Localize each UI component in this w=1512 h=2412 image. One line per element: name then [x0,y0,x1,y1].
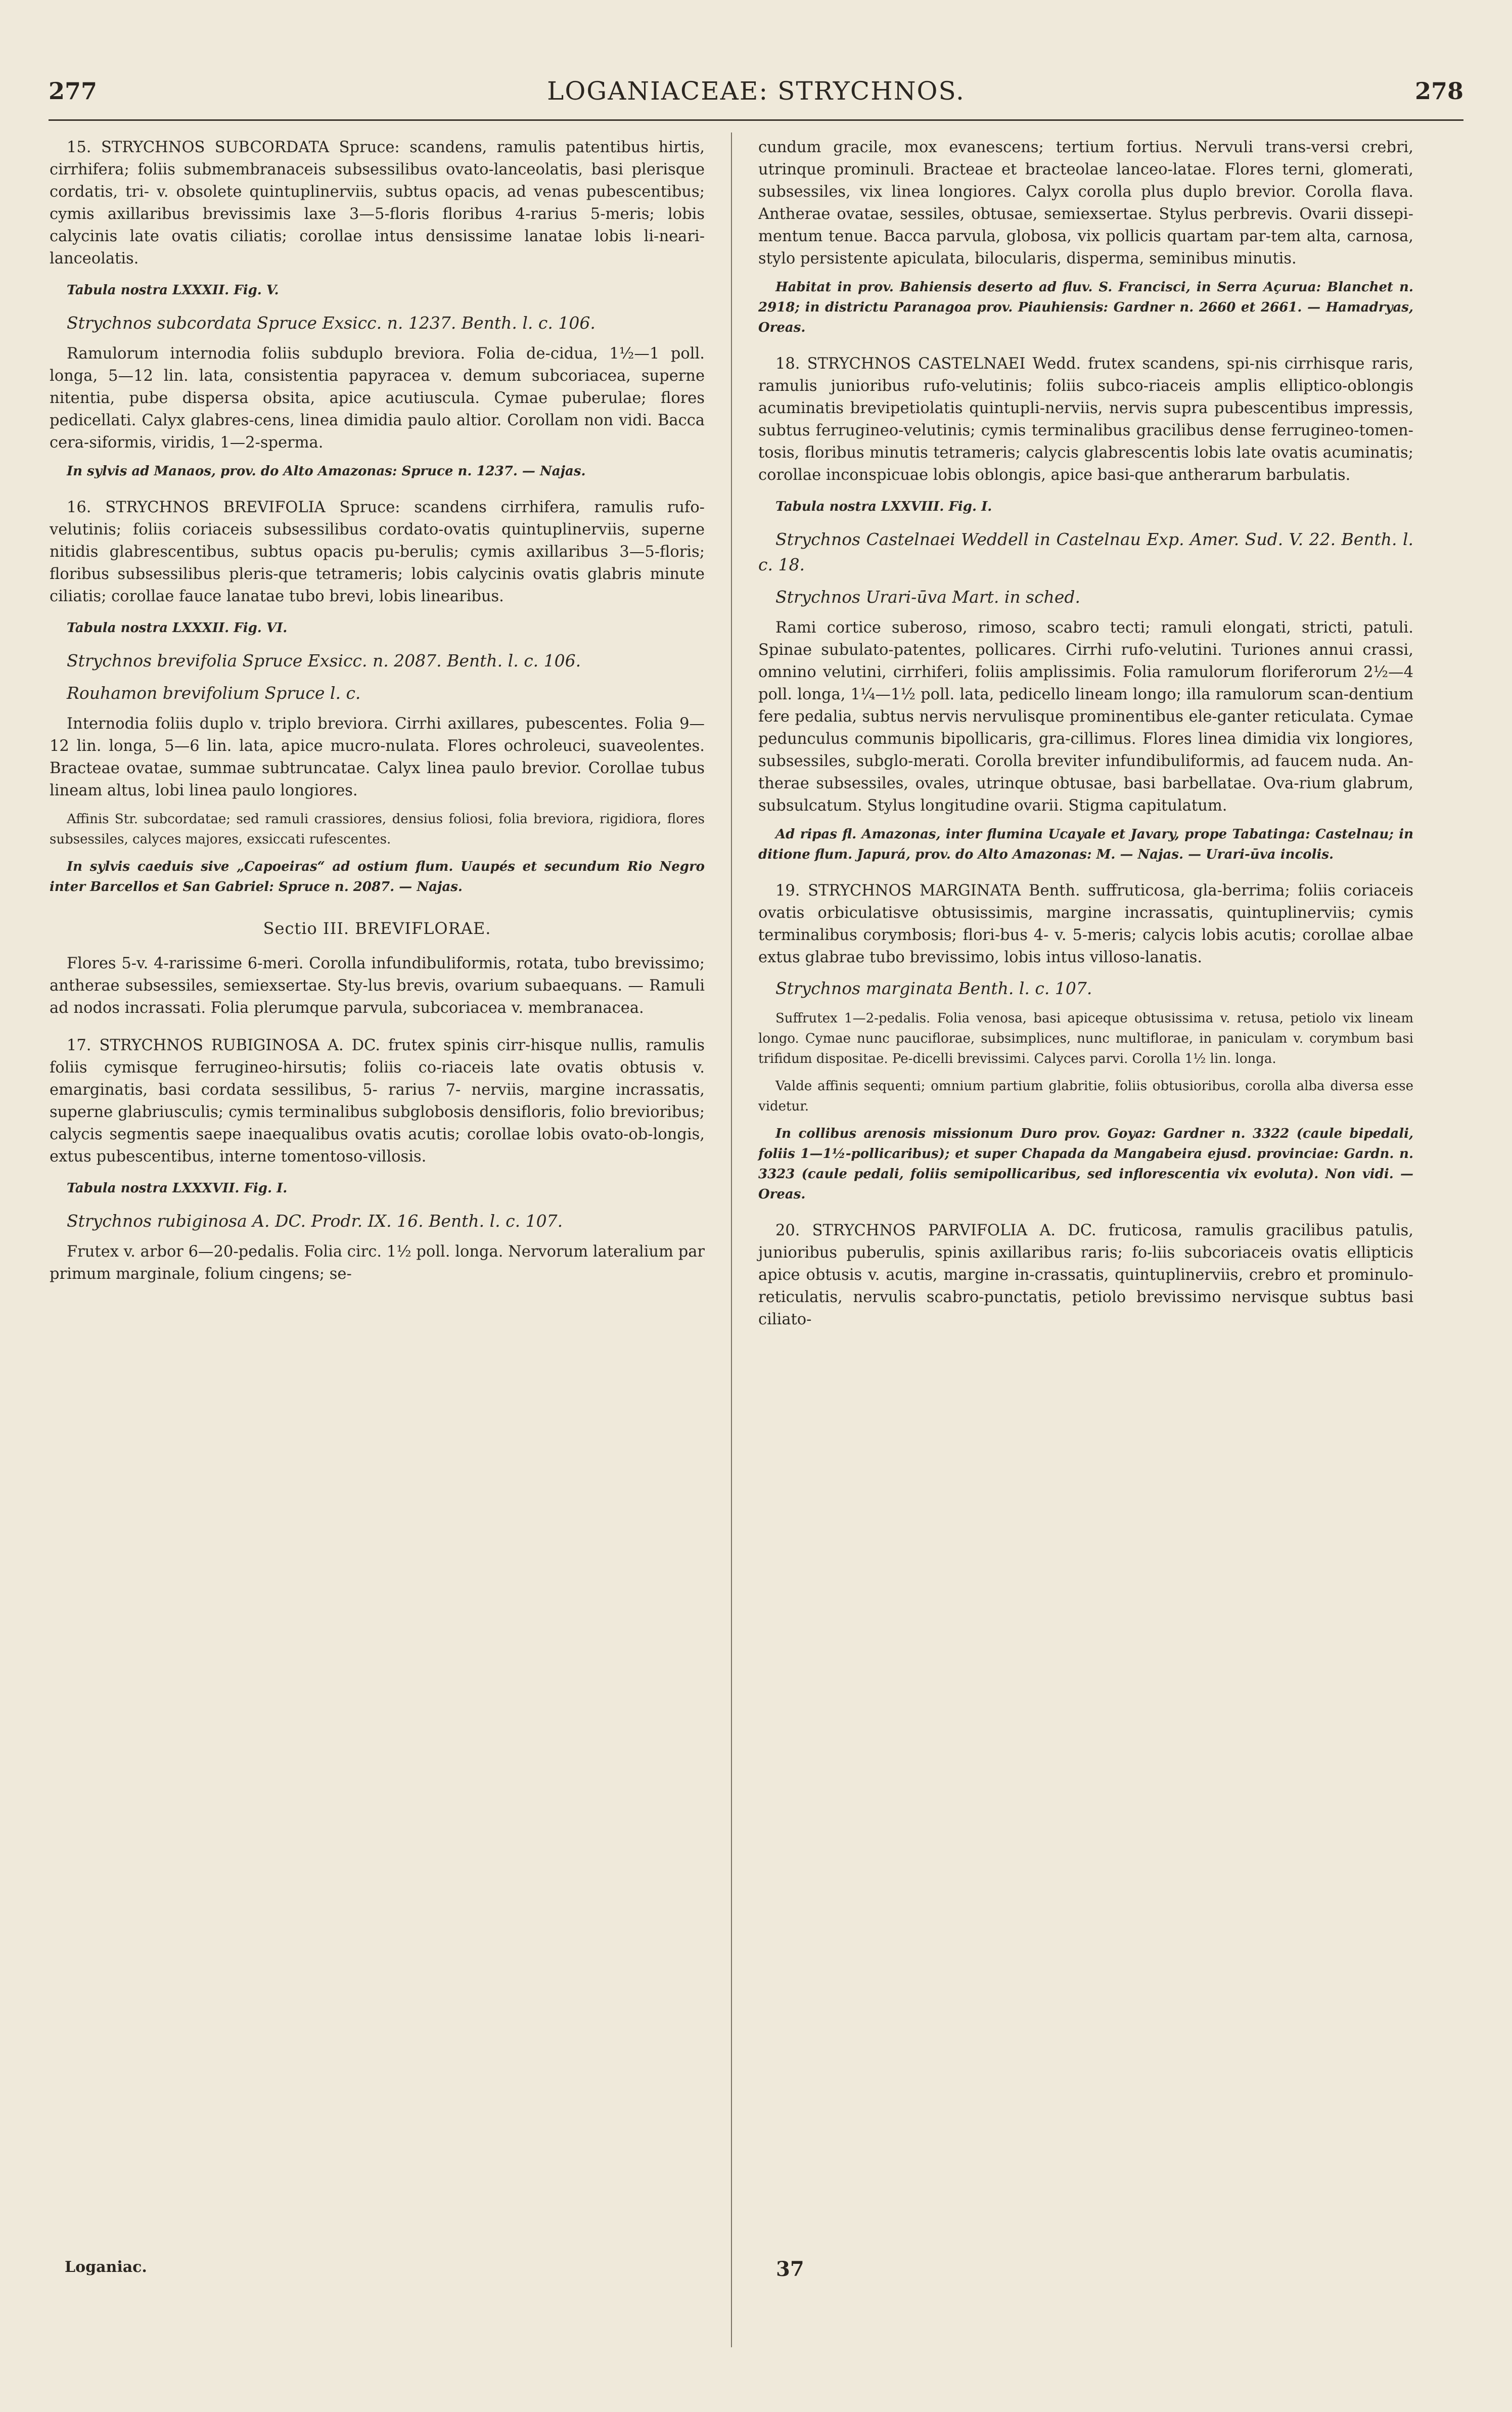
species-18-habitat: Ad ripas fl. Amazonas, inter flumina Ucayale et Javary, prope Tabatinga: Castelnau; in ditione flum. Japurá, prov. do Alto Amazonas: M. — Najas. — Urari-ūva incolis. [758,827,1413,862]
left-column [50,137,705,1292]
species-16-note: Affinis Str. subcordatae; sed ramuli crassiores, densius foliosi, folia breviora, rigidiora, flores subsessiles, calyces majores, exsiccati rufescentes. [50,812,705,847]
right-column [758,137,1413,1338]
column-divider [731,132,732,2347]
species-16-description: Internodia foliis duplo v. triplo breviora. Cirrhi axillares, pubescentes. Folia 9—12 lin. longa, 5—6 lin. lata, apice mucro-nulata. Flores ochroleuci, suaveolentes. Bracteae ovatae, summae subtruncatae. Calyx linea paulo brevior. Corollae tubus lineam altus, lobi linea paulo longiores. [50,715,705,799]
species-18-diagnosis-text: frutex scandens, spi-nis cirrhisque raris, ramulis junioribus rufo-velutinis; foliis subco-riaceis amplis elliptico-oblongis acuminatis brevipetiolatis quintupli-nerviis, nervis supra pubescentibus impressis, subtus ferrugineo-velutinis; cymis terminalibus gracilibus dense ferrugineo-tomen-tosis, floribus minutis tetrameris; calycis glabrescentis lobis late ovatis acuminatis; corollae inconspicuae lobis oblongis, apice basi-que antherarum barbulatis. [758,355,1413,484]
header-rule [49,119,1463,121]
species-15-diagnosis [50,137,705,270]
species-17-diagnosis-text: frutex spinis cirr-hisque nullis, ramulis foliis cymisque ferrugineo-hirsutis; foliis co-riaceis late ovatis obtusis v. emarginatis, basi cordata sessilibus, 5- rarius 7- nerviis, margine incrassatis, superne glabriusculis; cymis terminalibus subglobosis densifloris, folio brevioribus; calycis segmentis saepe inaequalibus ovatis acutis; corollae lobis ovato-ob-longis, extus pubescentibus, interne tomentoso-villosis. [50,1037,705,1166]
species-15-synonym: Strychnos subcordata Spruce Exsicc. n. 1237. Benth. l. c. 106. [67,313,595,333]
signature-mark: Loganiac. [65,2258,147,2276]
species-16-synonym-2: Rouhamon brevifolium Spruce l. c. [67,683,361,703]
species-17-diagnosis [50,1035,705,1168]
species-16-heading: 16. STRYCHNOS BREVIFOLIA Spruce: [67,499,400,516]
page-number-right: 278 [1414,77,1463,105]
page-number-left: 277 [49,77,98,105]
species-19-synonym: Strychnos marginata Benth. l. c. 107. [775,978,1092,998]
species-16-diagnosis [50,497,705,608]
species-19-heading: 19. STRYCHNOS MARGINATA Benth. [775,882,1080,900]
page-header [49,73,1463,109]
section-description: Flores 5-v. 4-rarissime 6-meri. Corolla infundibuliformis, rotata, tubo brevissimo; antherae subsessiles, semiexsertae. Sty-lus brevis, ovarium subaequans. — Ramuli ad nodos incrassati. Folia plerumque parvula, subcoriacea v. membranacea. [50,955,705,1017]
species-19-diagnosis [758,880,1413,969]
species-18-description: Rami cortice suberoso, rimoso, scabro tecti; ramuli elongati, stricti, patuli. Spinae subulato-patentes, pollicares. Cirrhi rufo-velutini. Turiones annui crassi, omnino velutini, cirrhiferi, foliis amplissimis. Folia ramulorum floriferorum 2½—4 poll. longa, 1¼—1½ poll. lata, pedicello lineam longo; illa ramulorum scan-dentium fere pedalia, subtus nervis nervulisque prominentibus ele-ganter reticulata. Cymae pedunculus communis bipollicaris, gra-cillimus. Flores linea dimidia vix longiores, subsessiles, subglo-merati. Corolla breviter infundibuliformis, ad faucem nuda. An-therae subsessiles, ovales, utrinque obtusae, basi barbellatae. Ova-rium glabrum, subsulcatum. Stylus longitudine ovarii. Stigma capitulatum. [758,619,1413,815]
species-20-diagnosis-text: fruticosa, ramulis gracilibus patulis, junioribus puberulis, spinis axillaribus raris; fo-liis subcoriaceis ovatis ellipticis apice obtusis v. acutis, margine in-crassatis, quintuplinerviis, crebro et prominulo-reticulatis, nervulis scabro-punctatis, petiolo brevissimo nervisque subtus basi ciliato- [758,1222,1413,1328]
species-20-diagnosis [758,1220,1413,1331]
species-19-habitat: In collibus arenosis missionum Duro prov. Goyaz: Gardner n. 3322 (caule bipedali, foliis 1—1½-pollicaribus); et super Chapada da Mangabeira ejusd. provinciae: Gardn. n. 3323 (caule pedali, foliis semipollicaribus, sed inflorescentia vix evoluta). Non vidi. — Oreas. [758,1126,1413,1202]
species-15-description: Ramulorum internodia foliis subduplo breviora. Folia de-cidua, 1½—1 poll. longa, 5—12 lin. lata, consistentia papyracea v. demum subcoriacea, superne nitentia, pube dispersa obsita, apice acutiuscula. Cymae puberulae; flores pedicellati. Calyx glabres-cens, linea dimidia paulo altior. Corollam non vidi. Bacca cera-siformis, viridis, 1—2-sperma. [50,345,705,452]
sheet-number: 37 [776,2257,804,2281]
species-18-diagnosis [758,353,1413,486]
species-18-synonym-2: Strychnos Urari-ūva Mart. in sched. [775,587,1080,607]
species-17-description-continued: cundum gracile, mox evanescens; tertium fortius. Nervuli trans-versi crebri, utrinque prominuli. Bracteae et bracteolae lanceo-latae. Flores terni, glomerati, subsessiles, vix linea longiores. Calyx corolla plus duplo brevior. Corolla flava. Antherae ovatae, sessiles, obtusae, semiexsertae. Stylus perbrevis. Ovarii dissepi-mentum tenue. Bacca parvula, globosa, vix pollicis quartam par-tem alta, carnosa, stylo persistente apiculata, bilocularis, disperma, seminibus minutis. [758,139,1413,267]
species-20-heading: 20. STRYCHNOS PARVIFOLIA A. DC. [775,1222,1096,1239]
species-16-plate-ref: Tabula nostra LXXXII. Fig. VI. [67,620,288,636]
species-17-description: Frutex v. arbor 6—20-pedalis. Folia circ. 1½ poll. longa. Nervorum lateralium par primum marginale, folium cingens; se- [50,1243,705,1283]
species-17-habitat: Habitat in prov. Bahiensis deserto ad fluv. S. Francisci, in Serra Açurua: Blanchet n. 2918; in districtu Paranagoa prov. Piauhiensis: Gardner n. 2660 et 2661. — Hamadryas, Oreas. [758,280,1413,335]
species-16-diagnosis-text: scandens cirrhifera, ramulis rufo-velutinis; foliis coriaceis subsessilibus cordato-ovatis quintuplinerviis, superne nitidis glabrescentibus, subtus opacis pu-berulis; cymis axillaribus 3—5-floris; floribus subsessilibus pleris-que tetrameris; lobis calycinis ovatis glabris minute ciliatis; corollae fauce lanatae tubo brevi, lobis linearibus. [50,499,705,605]
species-18-synonym: Strychnos Castelnaei Weddell in Castelnau Exp. Amer. Sud. V. 22. Benth. l. c. 18. [758,529,1413,574]
species-17-synonym: Strychnos rubiginosa A. DC. Prodr. IX. 16. Benth. l. c. 107. [67,1211,563,1231]
species-18-heading: 18. STRYCHNOS CASTELNAEI Wedd. [775,355,1081,373]
species-19-note: Valde affinis sequenti; omnium partium glabritie, foliis obtusioribus, corolla alba diversa esse videtur. [758,1079,1413,1114]
species-17-plate-ref: Tabula nostra LXXXVII. Fig. I. [67,1181,288,1196]
species-17-heading: 17. STRYCHNOS RUBIGINOSA A. DC. [67,1037,381,1054]
species-18-plate-ref: Tabula nostra LXXVIII. Fig. I. [775,499,992,514]
section-heading: Sectio III. BREVIFLORAE. [263,919,491,938]
species-15-habitat: In sylvis ad Manaos, prov. do Alto Amazonas: Spruce n. 1237. — Najas. [67,464,586,479]
species-16-habitat: In sylvis caeduis sive „Capoeiras“ ad ostium flum. Uaupés et secundum Rio Negro inter Barcellos et San Gabriel: Spruce n. 2087. — Najas. [50,859,705,895]
running-title: LOGANIACEAE: STRYCHNOS. [547,76,965,106]
species-19-diagnosis-text: suffruticosa, gla-berrima; foliis coriaceis ovatis orbiculatisve obtusissimis, margine incrassatis, quintuplinerviis; cymis terminalibus corymbosis; flori-bus 4- v. 5-meris; calycis lobis acutis; corollae albae extus glabrae tubo brevissimo, lobis intus villoso-lanatis. [758,882,1413,966]
species-16-synonym: Strychnos brevifolia Spruce Exsicc. n. 2087. Benth. l. c. 106. [67,651,581,671]
species-15-diagnosis-text: scandens, ramulis patentibus hirtis, cirrhifera; foliis submembranaceis subsessilibus ovato-lanceolatis, basi plerisque cordatis, tri- v. obsolete quintuplinerviis, subtus opacis, ad venas pubescentibus; cymis axillaribus brevissimis laxe 3—5-floris floribus 4-rarius 5-meris; lobis calycinis late ovatis ciliatis; corollae intus densissime lanatae lobis li-neari-lanceolatis. [50,139,705,267]
species-15-heading: 15. STRYCHNOS SUBCORDATA Spruce: [67,139,400,156]
species-15-plate-ref: Tabula nostra LXXXII. Fig. V. [67,283,279,298]
species-19-description: Suffrutex 1—2-pedalis. Folia venosa, basi apiceque obtusissima v. retusa, petiolo vix lineam longo. Cymae nunc pauciflorae, subsimplices, nunc multiflorae, in paniculam v. corymbum basi trifidum dispositae. Pe-dicelli brevissimi. Calyces parvi. Corolla 1½ lin. longa. [758,1011,1413,1066]
